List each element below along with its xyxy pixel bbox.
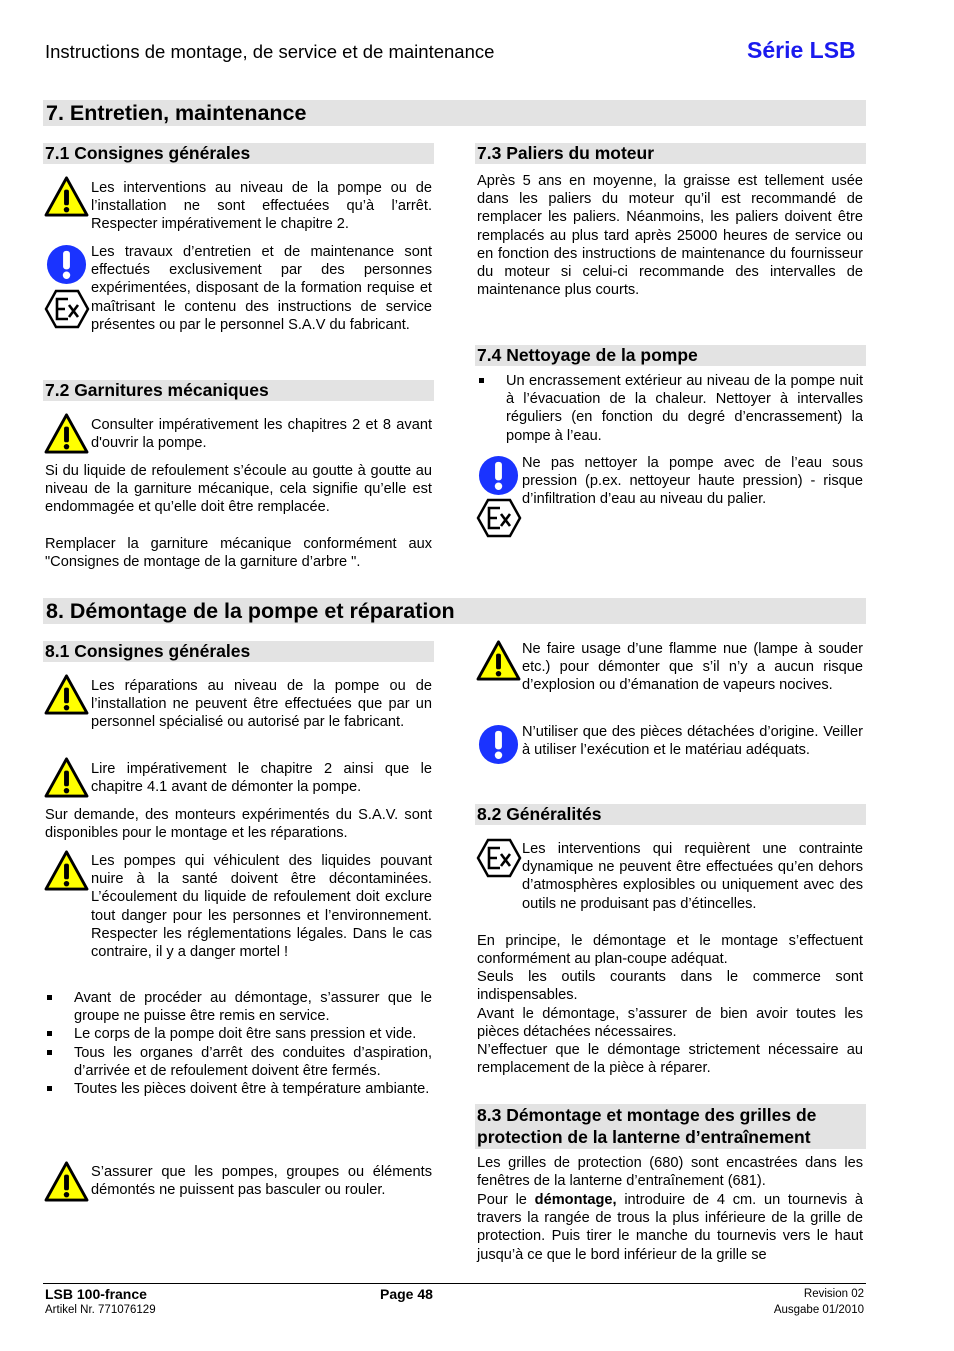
warning-text: Consulter impérativement les chapitres 2 et 8 avant d'ouvrir la pompe. [91, 417, 432, 452]
paragraph: Les grilles de protection (680) sont encastrées dans les fenêtres de la lanterne d’entraînement (681). [477, 1155, 863, 1190]
warning-triangle-icon [44, 413, 89, 454]
paragraph: N’effectuer que le démontage strictement nécessaire au remplacement de la pièce à réparer. [477, 1042, 863, 1077]
ex-hexagon-icon [476, 838, 522, 878]
list-item-text: Le corps de la pompe doit être sans pression et vide. [74, 1026, 417, 1043]
paragraph-text: introduire de 4 cm. un tournevis à travers la rangée de trous la plus inférieure de la grille de protection. Puis tirer le manche du tournevis vers le haut jusqu’à ce que le bord inférieur de la grille se [477, 1192, 863, 1263]
list-item [477, 372, 863, 445]
ex-text: Les interventions qui requièrent une contrainte dynamique ne peuvent être effectuées qu’en dehors d’atmosphères explosibles ou uniquement avec des outils ne produisant pas d’étincelles. [522, 841, 863, 912]
note-text: N’utiliser que des pièces détachées d’origine. Veiller à utiliser l’exécution et le matériau adéquats. [522, 724, 863, 759]
paragraph: Si du liquide de refoulement s’écoule au goutte à goutte au niveau de la garniture mécanique, cela signifie qu’elle est endommagée et qu’elle doit être remplacée. [45, 463, 432, 516]
paragraph: Seuls les outils courants dans le commerce sont indispensables. [477, 969, 863, 1004]
ex-hexagon-icon [476, 498, 522, 538]
note-text: Ne pas nettoyer la pompe avec de l’eau sous pression (p.ex. nettoyeur haute pression) - risque d’infiltration d’eau au niveau du palier. [522, 455, 863, 508]
list-item [45, 1025, 432, 1043]
bold-term: démontage, [534, 1192, 617, 1208]
ex-hexagon-icon [44, 289, 90, 329]
paragraph-text: Pour le [477, 1192, 535, 1208]
section-7-1-heading-bar [43, 143, 434, 164]
footer-revision: Revision 02 [803, 1288, 864, 1300]
warning-triangle-icon [44, 674, 89, 715]
warning-triangle-icon [44, 850, 89, 891]
page-number: Page 48 [380, 1286, 433, 1302]
bullet-list [45, 989, 432, 1098]
list-item [45, 989, 432, 1025]
section-8-2-heading: 8.2 Généralités [477, 804, 602, 824]
warning-text: Lire impérativement le chapitre 2 ainsi que le chapitre 4.1 avant de démonter la pompe. [91, 761, 432, 796]
warning-triangle-icon [44, 1161, 89, 1202]
section-8-3-heading-bar [475, 1104, 866, 1149]
list-item-text: Toutes les pièces doivent être à température ambiante. [74, 1081, 430, 1098]
warning-text: Les interventions au niveau de la pompe ou de l’installation ne sont effectuées qu’à l’arrêt. Respecter impérativement le chapitre 2. [91, 180, 432, 233]
paragraph [477, 1191, 863, 1264]
footer-document: LSB 100-france [45, 1286, 147, 1302]
list-item-text: Tous les organes d’arrêt des conduites d’aspiration, d’arrivée et de refoulement doivent être fermés. [74, 1044, 432, 1079]
paragraph: Après 5 ans en moyenne, la graisse est tellement usée dans les paliers du moteur qu’il est recommandé de remplacer les paliers. Néanmoins, les paliers doivent être remplacés au plus tard après 25000 heures de service ou en fonction des instructions de maintenance du fournisseur du moteur si celui-ci recommande des intervalles de maintenance plus courts. [477, 173, 863, 299]
exclamation-circle-icon [477, 454, 520, 497]
section-7-2-heading-bar [43, 380, 434, 401]
paragraph: Avant le démontage, s’assurer de bien avoir toutes les pièces détachées nécessaires. [477, 1006, 863, 1041]
footer-article: Artikel Nr. 771076129 [45, 1304, 156, 1316]
section-7-4-heading-bar [475, 345, 866, 366]
warning-text: Ne faire usage d’une flamme nue (lampe à souder etc.) pour démonter que s’il n’y a aucun risque d’explosion ou d’émanation de vapeurs nocives. [522, 641, 863, 694]
section-8-heading-bar [43, 598, 866, 624]
section-7-2-heading: 7.2 Garnitures mécaniques [45, 380, 269, 400]
footer-edition: Ausgabe 01/2010 [773, 1304, 864, 1316]
footer-rule [43, 1283, 866, 1284]
section-8-3-heading: 8.3 Démontage et montage des grilles de protection de la lanterne d’entraînement [477, 1105, 817, 1147]
list-item [45, 1044, 432, 1080]
warning-triangle-icon [44, 757, 89, 798]
list-item-text: Avant de procéder au démontage, s’assurer que le groupe ne puisse être remis en service. [74, 990, 432, 1025]
warning-triangle-icon [476, 640, 521, 681]
series-label: Série LSB [747, 37, 856, 63]
bullet-list [477, 372, 863, 445]
paragraph: Remplacer la garniture mécanique conformément aux "Consignes de montage de la garniture d’arbre ". [45, 536, 432, 571]
document-title: Instructions de montage, de service et de maintenance [45, 41, 495, 62]
section-7-heading-bar [43, 100, 866, 126]
section-7-3-heading: 7.3 Paliers du moteur [477, 143, 655, 163]
section-7-1-heading: 7.1 Consignes générales [45, 143, 251, 163]
exclamation-circle-icon [477, 723, 520, 766]
section-8-1-heading-bar [43, 641, 434, 662]
section-8-2-heading-bar [475, 804, 866, 825]
paragraph: En principe, le démontage et le montage s’effectuent conformément au plan-coupe adéquat. [477, 933, 863, 968]
section-7-4-heading: 7.4 Nettoyage de la pompe [477, 345, 698, 365]
list-item [45, 1080, 432, 1098]
warning-triangle-icon [44, 176, 89, 217]
warning-text: S’assurer que les pompes, groupes ou éléments démontés ne puissent pas basculer ou rouler. [91, 1164, 432, 1199]
note-text: Les travaux d’entretien et de maintenance sont effectués exclusivement par des personnes expérimentées, disposant de la formation requise et maîtrisant le contenu des instructions de service présentes ou par le personnel S.A.V du fabricant. [91, 244, 432, 333]
section-8-1-heading: 8.1 Consignes générales [45, 641, 251, 661]
exclamation-circle-icon [45, 243, 88, 286]
list-item-text: Un encrassement extérieur au niveau de la pompe nuit à l’évacuation de la chaleur. Nettoyer à intervalles réguliers (en fonction du degré d’encrassement) la pompe à l’eau. [506, 373, 863, 444]
section-7-heading: 7. Entretien, maintenance [46, 101, 307, 125]
warning-text: Les pompes qui véhiculent des liquides pouvant nuire à la santé doivent être décontaminées. L’écoulement du liquide de refoulement doit exclure tout danger pour les personnes et l’environnement. Respecter les réglementations légales. Dans le cas contraire, il y a danger mortel ! [91, 853, 432, 961]
warning-text: Les réparations au niveau de la pompe ou de l’installation ne peuvent être effectuées que par un personnel spécialisé ou autorisé par le fabricant. [91, 678, 432, 731]
section-7-3-heading-bar [475, 143, 866, 164]
paragraph: Sur demande, des monteurs expérimentés du S.A.V. sont disponibles pour le montage et les réparations. [45, 807, 432, 842]
section-8-heading: 8. Démontage de la pompe et réparation [46, 599, 455, 623]
